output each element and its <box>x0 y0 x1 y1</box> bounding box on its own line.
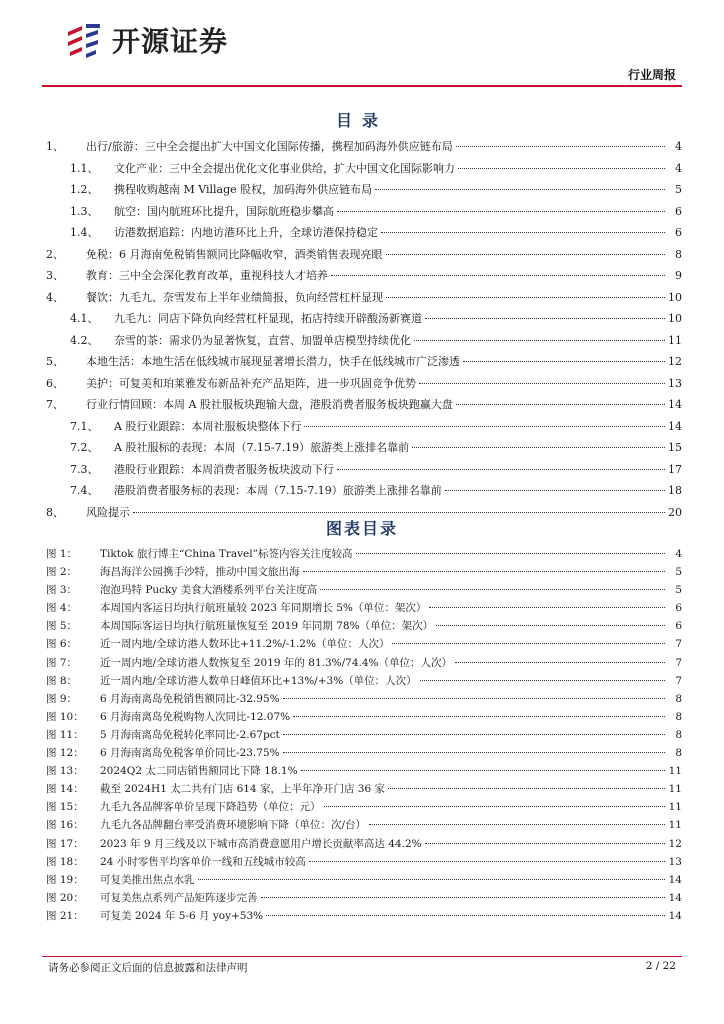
entry-page: 10 <box>668 290 682 304</box>
leader-dots <box>420 680 665 681</box>
figure-entry[interactable] <box>46 654 682 672</box>
figure-entry[interactable] <box>46 617 682 635</box>
entry-title: 港股消费者服务标的表现：本周（7.15-7.19）旅游类上涨排名靠前 <box>114 484 442 497</box>
entry-title: 近一周内地/全球访港人数恢复至 2019 年的 81.3%/74.4%（单位：人次） <box>100 656 453 669</box>
figure-entry[interactable] <box>46 871 682 889</box>
entry-title: 2024Q2 太二同店销售额同比下降 18.1% <box>100 765 298 778</box>
entry-title: 6 月海南离岛免税销售额同比-32.95% <box>100 692 280 705</box>
entry-number: 1.3、 <box>70 204 99 218</box>
entry-page: 11 <box>668 765 682 778</box>
entry-title: 可复美焦点系列产品矩阵逐步完善 <box>100 891 258 904</box>
entry-page: 7 <box>675 656 682 669</box>
leader-dots <box>133 512 665 513</box>
leader-dots <box>386 297 665 298</box>
entry-title: A 股行业跟踪：本周社服板块整体下行 <box>114 419 302 433</box>
leader-dots <box>456 404 665 405</box>
entry-page: 14 <box>668 398 682 411</box>
leader-dots <box>375 189 665 190</box>
toc-entry[interactable] <box>46 373 682 395</box>
entry-number: 图 16： <box>46 819 84 832</box>
toc-entry[interactable] <box>46 265 682 287</box>
leader-dots <box>309 861 665 862</box>
figure-entry[interactable] <box>46 581 682 599</box>
toc-entry[interactable] <box>46 158 682 180</box>
toc-entry[interactable] <box>46 416 682 438</box>
entry-page: 6 <box>675 602 682 615</box>
entry-page: 5 <box>675 566 682 579</box>
entry-title: 教育：三中全会深化教育改革，重视科技人才培养 <box>86 269 328 282</box>
toc-entry[interactable] <box>46 179 682 201</box>
entry-title: Tiktok 旅行博主“China Travel”标签内容关注度较高 <box>100 548 353 560</box>
entry-number: 图 21： <box>46 909 84 922</box>
figure-entry[interactable] <box>46 744 682 762</box>
entry-title: 航空：国内航班环比提升，国际航班稳步攀高 <box>114 204 334 218</box>
entry-number: 图 11： <box>46 728 84 741</box>
entry-page: 6 <box>675 226 682 239</box>
entry-title: 九毛九：同店下降负向经营杠杆显现，拓店持续开辟酸汤新赛道 <box>114 312 422 325</box>
figure-entry[interactable] <box>46 708 682 726</box>
entry-page: 4 <box>675 140 682 153</box>
entry-title: 近一周内地/全球访港人数环比+11.2%/-1.2%（单位：人次） <box>100 638 390 651</box>
entry-page: 12 <box>668 837 682 850</box>
entry-page: 14 <box>668 873 682 886</box>
toc-entry[interactable] <box>46 287 682 309</box>
toc-entry[interactable] <box>46 308 682 330</box>
leader-dots <box>414 340 665 341</box>
entry-title: 本周国内客运日均执行航班量较 2023 年同期增长 5%（单位：架次） <box>100 602 427 615</box>
entry-title: 奈雪的茶：需求仍为显著恢复，直营、加盟单店模型持续优化 <box>114 333 411 347</box>
entry-title: 港股行业跟踪：本周消费者服务板块波动下行 <box>114 462 334 476</box>
entry-number: 图 8： <box>46 674 78 687</box>
entry-title: 6 月海南离岛免税购物人次同比-12.07% <box>100 710 291 723</box>
figure-entry[interactable] <box>46 853 682 871</box>
leader-dots <box>386 254 666 255</box>
entry-number: 图 14： <box>46 783 84 796</box>
figure-entry[interactable] <box>46 690 682 708</box>
leader-dots <box>392 643 665 644</box>
entry-number: 4.1、 <box>70 312 99 325</box>
figure-entry[interactable] <box>46 726 682 744</box>
entry-page: 17 <box>668 462 682 476</box>
figure-entry[interactable] <box>46 816 682 834</box>
entry-number: 8、 <box>46 505 64 519</box>
figure-entry[interactable] <box>46 835 682 853</box>
entry-number: 图 19： <box>46 873 84 886</box>
entry-number: 1.4、 <box>70 226 99 239</box>
entry-page: 9 <box>675 269 682 282</box>
leader-dots <box>337 469 665 470</box>
entry-page: 11 <box>668 801 682 814</box>
entry-number: 7、 <box>46 398 64 411</box>
entry-number: 图 18： <box>46 855 84 868</box>
leader-dots <box>331 275 665 276</box>
entry-page: 8 <box>675 710 682 723</box>
toc-entry[interactable] <box>46 330 682 352</box>
toc-entry[interactable] <box>46 222 682 244</box>
toc-entry[interactable] <box>46 394 682 416</box>
figure-entry[interactable] <box>46 635 682 653</box>
figure-entry[interactable] <box>46 907 682 925</box>
entry-title: 本地生活：本地生活在低线城市展现显著增长潜力，快手在低线城市广泛渗透 <box>86 355 460 368</box>
toc-entry[interactable] <box>46 136 682 158</box>
page-number: 2 / 22 <box>645 960 676 972</box>
entry-number: 4、 <box>46 290 64 304</box>
leader-dots <box>283 752 665 753</box>
figure-entry[interactable] <box>46 545 682 563</box>
entry-number: 7.2、 <box>70 441 99 454</box>
brand-name: 开源证券 <box>112 25 229 58</box>
entry-page: 13 <box>668 855 682 868</box>
entry-page: 5 <box>675 584 682 597</box>
entry-number: 1.2、 <box>70 183 99 196</box>
leader-dots <box>463 361 665 362</box>
entry-title: 携程收购越南 M Village 股权，加码海外供应链布局 <box>114 183 373 196</box>
leader-dots <box>456 146 665 147</box>
entry-title: 访港数据追踪：内地访港环比上升，全球访港保持稳定 <box>114 226 378 239</box>
entry-page: 11 <box>668 819 682 832</box>
toc-entry[interactable] <box>46 437 682 459</box>
entry-page: 18 <box>668 484 682 497</box>
entry-number: 1、 <box>46 140 64 153</box>
entry-page: 7 <box>675 638 682 651</box>
leader-dots <box>283 698 665 699</box>
leader-dots <box>388 788 665 789</box>
entry-number: 图 2： <box>46 566 78 579</box>
leader-dots <box>369 824 665 825</box>
disclaimer-note: 请务必参阅正文后面的信息披露和法律声明 <box>48 962 248 974</box>
header-divider <box>42 85 682 87</box>
leader-dots <box>261 897 666 898</box>
leader-dots <box>337 211 665 212</box>
leader-dots <box>283 734 665 735</box>
leader-dots <box>303 571 666 572</box>
entry-number: 7.4、 <box>70 484 99 497</box>
entry-page: 8 <box>675 728 682 741</box>
entry-page: 8 <box>675 747 682 760</box>
entry-number: 图 4： <box>46 602 78 615</box>
leader-dots <box>324 806 666 807</box>
brand-logo <box>60 18 228 62</box>
entry-title: 九毛九各品牌翻台率受消费环境影响下降（单位：次/台） <box>100 819 367 832</box>
toc-entry[interactable] <box>46 480 682 502</box>
entry-page: 14 <box>668 909 682 922</box>
entry-number: 图 3： <box>46 584 78 597</box>
leader-dots <box>266 915 665 916</box>
entry-number: 5、 <box>46 355 64 368</box>
entry-page: 7 <box>675 674 682 687</box>
entry-title: 5 月海南离岛免税转化率同比-2.67pct <box>100 728 280 741</box>
entry-page: 8 <box>675 692 682 705</box>
entry-number: 6、 <box>46 376 64 390</box>
entry-page: 20 <box>668 505 682 519</box>
leader-dots <box>445 490 665 491</box>
entry-page: 8 <box>675 247 682 261</box>
figure-entry[interactable] <box>46 672 682 690</box>
entry-page: 4 <box>675 548 682 560</box>
entry-title: 风险提示 <box>86 505 130 519</box>
entry-title: 可复美 2024 年 5-6 月 yoy+53% <box>100 909 264 922</box>
entry-title: 免税：6 月海南免税销售额同比降幅收窄，酒类销售表现亮眼 <box>86 247 383 261</box>
entry-number: 1.1、 <box>70 161 99 175</box>
toc-list <box>46 136 682 523</box>
entry-page: 6 <box>675 204 682 218</box>
leader-dots <box>425 318 665 319</box>
entry-number: 图 12： <box>46 747 84 760</box>
figure-entry[interactable] <box>46 780 682 798</box>
entry-title: 2023 年 9 月三线及以下城市高消费意愿用户增长贡献率高达 44.2% <box>100 837 422 850</box>
figure-list-title: 图表目录 <box>325 519 398 538</box>
entry-title: 文化产业：三中全会提出优化文化事业供给，扩大中国文化国际影响力 <box>114 161 455 175</box>
entry-number: 图 7： <box>46 656 78 669</box>
entry-page: 12 <box>668 355 682 368</box>
entry-number: 4.2、 <box>70 333 99 347</box>
brand-logo-icon <box>60 18 104 62</box>
leader-dots <box>304 426 665 427</box>
figure-entry[interactable] <box>46 563 682 581</box>
entry-page: 11 <box>668 783 682 796</box>
leader-dots <box>425 843 665 844</box>
entry-number: 图 15： <box>46 801 84 814</box>
entry-number: 图 13： <box>46 765 84 778</box>
toc-entry[interactable] <box>46 244 682 266</box>
entry-page: 14 <box>668 891 682 904</box>
entry-number: 图 17： <box>46 837 84 850</box>
entry-title: 近一周内地/全球访港人数单日峰值环比+13%/+3%（单位：人次） <box>100 674 417 687</box>
entry-title: 出行/旅游：三中全会提出扩大中国文化国际传播，携程加码海外供应链布局 <box>86 140 453 153</box>
leader-dots <box>436 625 665 626</box>
leader-dots <box>429 607 665 608</box>
leader-dots <box>455 662 665 663</box>
leader-dots <box>301 770 665 771</box>
entry-page: 10 <box>668 312 682 325</box>
leader-dots <box>356 553 665 554</box>
figure-entry[interactable] <box>46 798 682 816</box>
entry-page: 14 <box>668 419 682 433</box>
entry-title: 截至 2024H1 太二共有门店 614 家，上半年净开门店 36 家 <box>100 783 385 796</box>
entry-page: 11 <box>668 333 682 347</box>
entry-title: 6 月海南离岛免税客单价同比-23.75% <box>100 747 280 760</box>
entry-number: 图 9： <box>46 692 78 705</box>
leader-dots <box>320 589 665 590</box>
entry-number: 图 1： <box>46 548 78 560</box>
figure-list <box>46 545 682 925</box>
figure-entry[interactable] <box>46 889 682 907</box>
footer-divider <box>42 956 682 957</box>
entry-page: 15 <box>668 441 682 454</box>
entry-title: 可复美推出焦点水乳 <box>100 873 195 886</box>
leader-dots <box>458 168 665 169</box>
figure-entry[interactable] <box>46 599 682 617</box>
entry-number: 图 5： <box>46 620 78 633</box>
leader-dots <box>412 447 665 448</box>
entry-title: 本周国际客运日均执行航班量恢复至 2019 年同期 78%（单位：架次） <box>100 620 434 633</box>
toc-entry[interactable] <box>46 459 682 481</box>
report-type: 行业周报 <box>627 68 676 82</box>
entry-number: 图 20： <box>46 891 84 904</box>
entry-number: 7.1、 <box>70 419 99 433</box>
entry-page: 4 <box>675 161 682 175</box>
leader-dots <box>293 716 665 717</box>
entry-number: 图 10： <box>46 710 84 723</box>
toc-entry[interactable] <box>46 351 682 373</box>
entry-number: 7.3、 <box>70 462 99 476</box>
entry-title: 九毛九各品牌客单价呈现下降趋势（单位：元） <box>100 801 321 814</box>
entry-title: 餐饮：九毛九、奈雪发布上半年业绩简报，负向经营杠杆显现 <box>86 290 383 304</box>
entry-number: 3、 <box>46 269 64 282</box>
entry-title: 24 小时零售平均客单价一线和五线城市较高 <box>100 855 306 868</box>
leader-dots <box>198 879 666 880</box>
entry-title: 行业行情回顾：本周 A 股社服板块跑输大盘，港股消费者服务板块跑赢大盘 <box>86 398 453 411</box>
entry-title: 美护：可复美和珀莱雅发布新品补充产品矩阵，进一步巩固竞争优势 <box>86 376 416 390</box>
leader-dots <box>419 383 665 384</box>
leader-dots <box>381 232 665 233</box>
figure-entry[interactable] <box>46 762 682 780</box>
toc-title: 目录 <box>335 111 388 130</box>
toc-entry[interactable] <box>46 201 682 223</box>
entry-page: 13 <box>668 376 682 390</box>
entry-number: 图 6： <box>46 638 78 651</box>
page-header <box>0 0 724 90</box>
entry-title: A 股社服标的表现：本周（7.15-7.19）旅游类上涨排名靠前 <box>114 441 410 454</box>
entry-page: 6 <box>675 620 682 633</box>
entry-number: 2、 <box>46 247 64 261</box>
entry-page: 5 <box>675 183 682 196</box>
entry-title: 泡泡玛特 Pucky 美食大酒楼系列平台关注度高 <box>100 584 318 597</box>
entry-title: 海昌海洋公园携手沙特，推动中国文旅出海 <box>100 566 300 579</box>
